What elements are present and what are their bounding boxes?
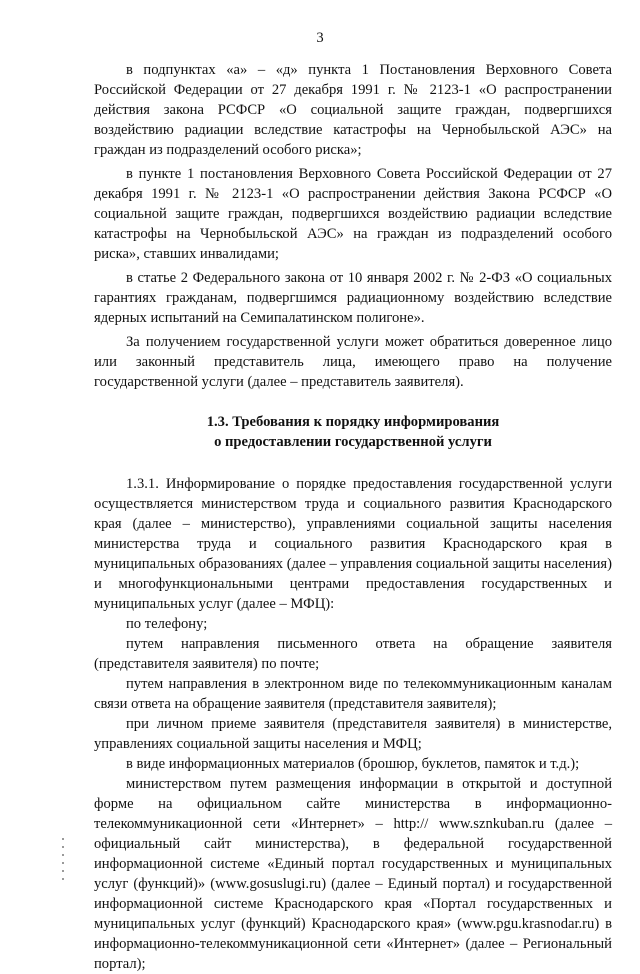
list-item: при личном приеме заявителя (представителя заявителя) в министерстве, управлениях социальной защиты населения и МФЦ; (94, 716, 612, 752)
section-heading-line-2: о предоставлении государственной услуги (214, 434, 492, 450)
scan-margin-marks (62, 838, 65, 886)
list-item: по телефону; (126, 616, 208, 632)
paragraph: 1.3.1. Информирование о порядке предоставления государственной услуги осуществляется министерством труда и социального развития Краснодарского края (далее – министерство), управлениями социальной защиты населения министерства труда и социального развития Краснодарского края в муниципальных образованиях (далее – управления социальной защиты населения) и многофункциональными центрами предоставления государственных и муниципальных услуг (далее – МФЦ): (94, 476, 612, 612)
list-item: министерством путем размещения информации в открытой и доступной форме на официальном сайте министерства в информационно-телекоммуникационной сети «Интернет» – http:// www.sznkuban.ru (далее – официальный сайт министерства), в федеральной государственной информационной системе «Единый портал государственных и муниципальных услуг (функций)» (www.gosuslugi.ru) (далее – Единый портал) и государственной информационной системе Краснодарского края «Портал государственных и муниципальных услуг (функций) Краснодарского края» (www.pgu.krasnodar.ru) в информационно-телекоммуникационной сети «Интернет» (далее – Региональный портал); (94, 776, 612, 972)
paragraph: в статье 2 Федерального закона от 10 января 2002 г. № 2-ФЗ «О социальных гарантиях гражданам, подвергшимся радиационному воздействию вследствие ядерных испытаний на Семипалатинском полигоне». (94, 270, 612, 326)
section-heading-line-1: 1.3. Требования к порядку информирования (206, 414, 500, 430)
section-heading (94, 412, 612, 452)
list-item: путем направления письменного ответа на обращение заявителя (представителя заявителя) по почте; (94, 636, 612, 672)
list-item: путем направления в электронном виде по телекоммуникационным каналам связи ответа на обращение заявителя (представителя заявителя); (94, 676, 612, 712)
document-body (94, 60, 612, 974)
list-item: в виде информационных материалов (брошюр, буклетов, памяток и т.д.); (126, 756, 580, 772)
paragraph: в пункте 1 постановления Верховного Совета Российской Федерации от 27 декабря 1991 г. № 2123-1 «О распространении действия Закона РСФСР «О социальной защите граждан, подвергшихся воздействию радиации вследствие катастрофы на Чернобыльской АЭС» на граждан из подразделений особого риска», ставших инвалидами; (94, 166, 612, 262)
paragraph: в подпунктах «а» – «д» пункта 1 Постановления Верховного Совета Российской Федерации от 27 декабря 1991 г. № 2123-1 «О распространении действия закона РСФСР «О социальной защите граждан, подвергшихся воздействию радиации вследствие катастрофы на Чернобыльской АЭС» на граждан из подразделений особого риска»; (94, 62, 612, 158)
paragraph: За получением государственной услуги может обратиться доверенное лицо или законный представитель лица, имеющего право на получение государственной услуги (далее – представитель заявителя). (94, 334, 612, 390)
page-number: 3 (316, 30, 324, 46)
